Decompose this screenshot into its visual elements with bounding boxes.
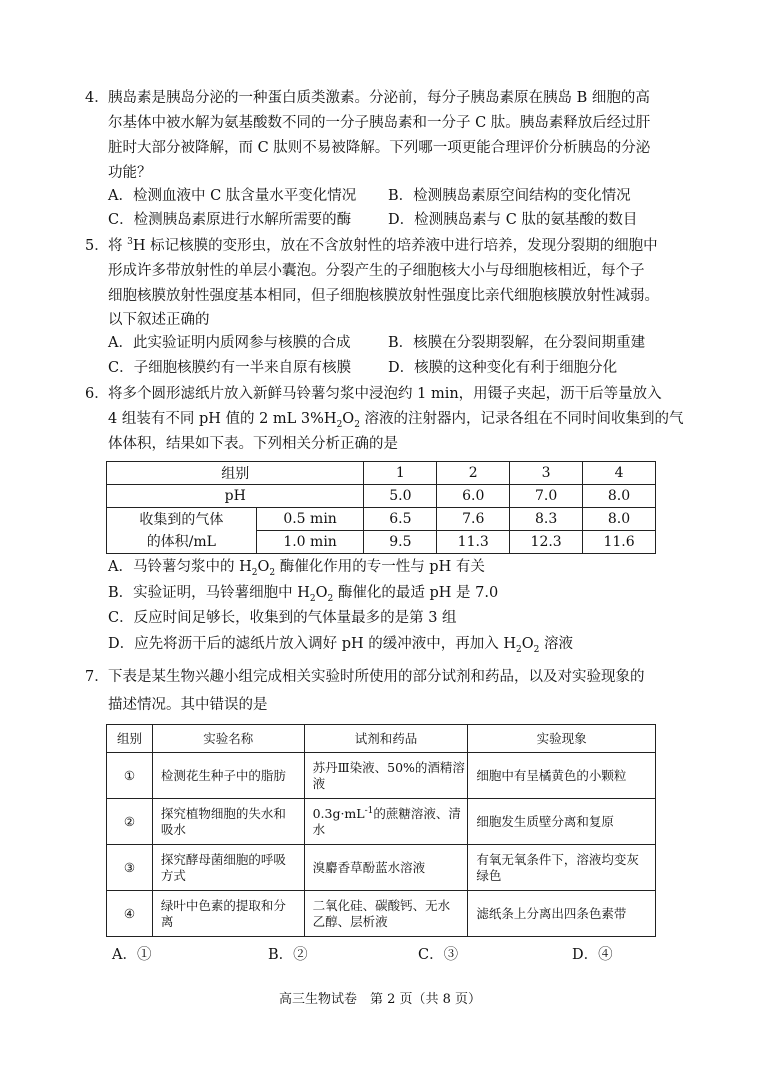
q5-line-2: 形成许多带放射性的单层小囊泡。分裂产生的子细胞核大小与母细胞核相近，每个子: [108, 263, 645, 279]
q4-line-3: 脏时大部分被降解，而 C 肽则不易被降解。下列哪一项更能合理评价分析胰岛的分泌: [108, 140, 651, 156]
q6-ph-2: 6.0: [437, 485, 510, 508]
q7-row-name: 探究酵母菌细胞的呼吸 方式: [152, 845, 304, 891]
q7-row-name: 绿叶中色素的提取和分 离: [152, 891, 304, 937]
q6-group-1: 1: [364, 462, 437, 485]
table-row: [107, 799, 656, 845]
q6-line-2: 4 组装有不同 pH 值的 2 mL $3\%H_2O_2$ 溶液的注射器内，记录各组在不同时间收集到的气: [108, 411, 684, 430]
q5-option-d: D．核膜的这种变化有利于细胞分化: [388, 360, 618, 376]
q6-ph-1: 5.0: [364, 485, 437, 508]
q6-table: [106, 461, 656, 554]
q6-cell: 9.5: [364, 531, 437, 554]
q7-row-name: 检测花生种子中的脂肪: [152, 753, 304, 799]
q4-option-a: A．检测血液中 C 肽含量水平变化情况: [108, 188, 357, 204]
q4-line-4: 功能？: [108, 165, 152, 181]
q6-cell: 11.6: [583, 531, 656, 554]
q4-option-b: B．检测胰岛素原空间结构的变化情况: [388, 188, 631, 204]
q7-line-1: 下表是某生物兴趣小组完成相关实验时所使用的部分试剂和药品，以及对实验现象的: [108, 669, 645, 685]
q6-option-b: B．实验证明，马铃薯细胞中 $H_2O_2$ 酶催化的最适 pH 是 7.0: [108, 585, 499, 604]
table-row: [107, 845, 656, 891]
q6-ph-3: 7.0: [510, 485, 583, 508]
q7-row-id: ③: [107, 845, 153, 891]
q6-table-row: [107, 485, 656, 508]
q6-cell: 12.3: [510, 531, 583, 554]
q7-header-phenomenon: 实验现象: [468, 725, 656, 753]
q6-group-4: 4: [583, 462, 656, 485]
q6-cell: 8.0: [583, 508, 656, 531]
table-row: [107, 891, 656, 937]
q7-row-reagent: 溴麝香草酚蓝水溶液: [304, 845, 468, 891]
table-row: [107, 753, 656, 799]
q7-row-id: ①: [107, 753, 153, 799]
q7-header-row: [107, 725, 656, 753]
q6-group-label: 组别: [107, 462, 364, 485]
q5-line-1: 将 $^3$H 标记核膜的变形虫，放在不含放射性的培养液中进行培养，发现分裂期的细胞中: [108, 237, 658, 254]
q6-time-1-0: 1.0 min: [256, 531, 364, 554]
q7-header-group: 组别: [107, 725, 153, 753]
q7-row-id: ④: [107, 891, 153, 937]
q6-table-row: [107, 508, 656, 531]
q7-number: 7．: [85, 669, 109, 685]
q5-line-4: 以下叙述正确的: [108, 312, 210, 328]
q6-option-c: C．反应时间足够长，收集到的气体量最多的是第 3 组: [108, 610, 457, 626]
q4-number: 4．: [85, 90, 109, 106]
q6-cell: 7.6: [437, 508, 510, 531]
q6-cell: 11.3: [437, 531, 510, 554]
q6-ph-4: 8.0: [583, 485, 656, 508]
q7-header-name: 实验名称: [152, 725, 304, 753]
q7-option-c: C．③: [418, 947, 459, 963]
q6-line-1: 将多个圆形滤纸片放入新鲜马铃薯匀浆中浸泡约 1 min，用镊子夹起，沥干后等量放入: [108, 386, 662, 402]
q4-line-2: 尔基体中被水解为氨基酸数不同的一分子胰岛素和一分子 C 肽。胰岛素释放后经过肝: [108, 115, 651, 131]
q7-option-a: A．①: [112, 947, 152, 963]
q5-line-3: 细胞核膜放射性强度基本相同，但子细胞核膜放射性强度比亲代细胞核膜放射性减弱。: [108, 288, 659, 304]
q7-row-phenomenon: 细胞中有呈橘黄色的小颗粒: [468, 753, 656, 799]
q6-gas-label: 收集到的气体 的体积/mL: [107, 508, 257, 554]
q6-number: 6．: [85, 386, 109, 402]
q7-option-b: B．②: [268, 947, 308, 963]
q7-row-reagent: $0.3g\cdot mL^{-1}$的蔗糖溶液、清 水: [304, 799, 468, 845]
q7-header-reagent: 试剂和药品: [304, 725, 468, 753]
q4-line-1: 胰岛素是胰岛分泌的一种蛋白质类激素。分泌前，每分子胰岛素原在胰岛 B 细胞的高: [108, 90, 650, 106]
q6-ph-label: pH: [107, 485, 364, 508]
q5-option-b: B．核膜在分裂期裂解，在分裂间期重建: [388, 335, 646, 351]
q7-row-id: ②: [107, 799, 153, 845]
q4-option-d: D．检测胰岛素与 C 肽的氨基酸的数目: [388, 212, 638, 228]
page-footer: 高三生物试卷 第 2 页（共 8 页）: [278, 992, 482, 1007]
q5-number: 5．: [85, 238, 109, 254]
q6-option-d: D．应先将沥干后的滤纸片放入调好 pH 的缓冲液中，再加入 $H_2O_2$ 溶液: [108, 636, 573, 655]
q7-table: [106, 724, 656, 937]
q7-row-phenomenon: 有氧无氧条件下，溶液均变灰 绿色: [468, 845, 656, 891]
q6-option-a: A．马铃薯匀浆中的 $H_2O_2$ 酶催化作用的专一性与 pH 有关: [108, 559, 485, 578]
q7-row-reagent: 苏丹Ⅲ染液、50%的酒精溶 液: [304, 753, 468, 799]
q6-group-3: 3: [510, 462, 583, 485]
q6-table-row: [107, 462, 656, 485]
q5-option-c: C．子细胞核膜约有一半来自原有核膜: [108, 360, 352, 376]
q7-option-d: D．④: [572, 947, 613, 963]
q6-time-0-5: 0.5 min: [256, 508, 364, 531]
q7-row-reagent: 二氧化硅、碳酸钙、无水 乙醇、层析液: [304, 891, 468, 937]
q7-row-name: 探究植物细胞的失水和 吸水: [152, 799, 304, 845]
q6-group-2: 2: [437, 462, 510, 485]
q4-option-c: C．检测胰岛素原进行水解所需要的酶: [108, 212, 352, 228]
q5-option-a: A．此实验证明内质网参与核膜的合成: [108, 335, 351, 351]
q6-cell: 8.3: [510, 508, 583, 531]
q7-row-phenomenon: 细胞发生质壁分离和复原: [468, 799, 656, 845]
q6-cell: 6.5: [364, 508, 437, 531]
q6-line-3: 体体积，结果如下表。下列相关分析正确的是: [108, 436, 398, 452]
q7-row-phenomenon: 滤纸条上分离出四条色素带: [468, 891, 656, 937]
q7-line-2: 描述情况。其中错误的是: [108, 697, 268, 713]
